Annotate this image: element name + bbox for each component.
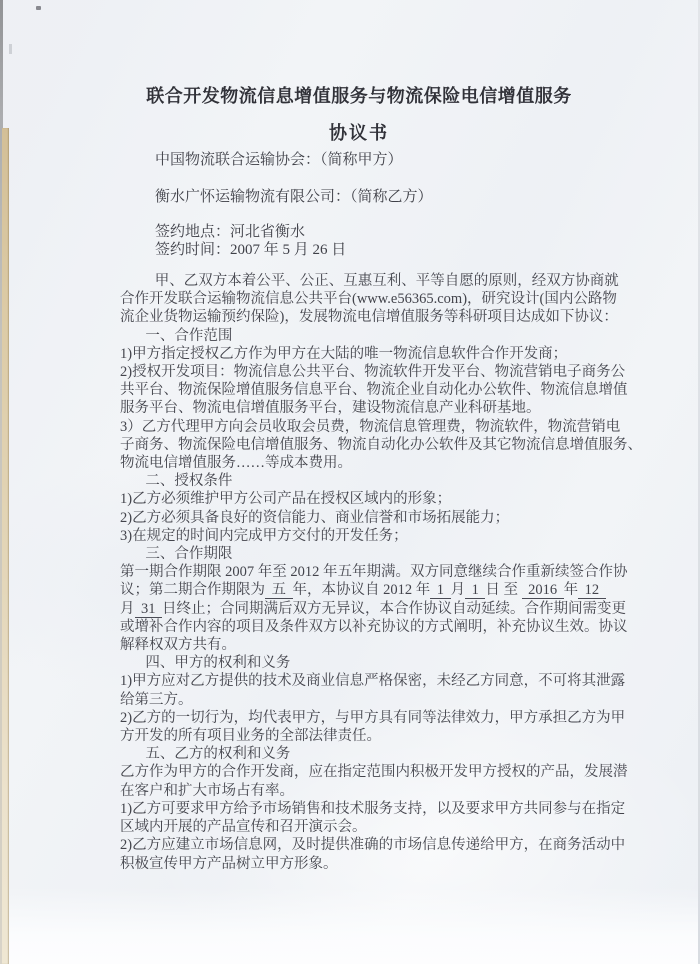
signing-date-line: 签约时间：2007 年 5 月 26 日 <box>155 242 347 258</box>
document-line <box>120 727 652 745</box>
document-line <box>120 618 652 636</box>
document-line <box>120 763 652 781</box>
text-segment: 1)甲方指定授权乙方作为甲方在大陆的唯一物流信息软件合作开发商； <box>120 345 568 362</box>
text-segment: 三、合作期限 <box>145 546 233 563</box>
document-line <box>120 490 652 508</box>
text-segment: 乙方作为甲方的合作开发商，应在指定范围内积极开发甲方授权的产品，发展潜 <box>120 764 628 781</box>
document-line <box>120 308 652 326</box>
text-segment: 甲、乙双方本着公平、公正、互惠互利、平等自愿的原则，经双方协商就 <box>154 273 619 289</box>
document-line <box>120 381 652 399</box>
document-line <box>120 545 652 563</box>
document-line <box>120 563 652 581</box>
party-b-line: 衡水广怀运输物流有限公司：（简称乙方） <box>155 189 433 205</box>
text-segment: 在客户和扩大市场占有率。 <box>120 782 294 799</box>
text-segment: 五、乙方的权利和义务 <box>145 746 291 763</box>
document-line <box>120 636 652 654</box>
text-segment: 二、授权条件 <box>145 473 233 490</box>
text-segment: 日 至 <box>485 582 522 599</box>
document-line <box>120 472 652 490</box>
underlined-value: 1 <box>465 582 485 599</box>
scan-artifact-speck <box>36 6 41 10</box>
document-line <box>120 654 652 672</box>
text-segment: 或增补合作内容的项目及条件双方以补充协议的方式阐明，补充协议生效。协议 <box>120 618 628 635</box>
document-line <box>120 436 652 454</box>
scan-paper-edge-strip <box>2 128 9 964</box>
text-segment: 共平台、物流保险增值服务信息平台、物流企业自动化办公软件、物流信息增值 <box>120 382 628 399</box>
document-line <box>120 600 652 618</box>
document-line <box>120 818 652 836</box>
document-line <box>120 327 652 345</box>
document-subtitle: 协议书 <box>329 123 389 143</box>
text-segment: 月 <box>120 600 135 617</box>
underlined-value: 1 <box>430 582 450 599</box>
text-segment: 2)乙方应建立市场信息网，及时提供准确的市场信息传递给甲方，在商务活动中 <box>120 837 626 854</box>
text-segment: 年，本协议自 2012 年 <box>292 582 431 599</box>
document-line <box>120 290 652 308</box>
document-line <box>120 581 652 599</box>
text-segment: 3)在规定的时间内完成甲方交付的开发任务； <box>120 527 408 544</box>
text-segment: 1)乙方可要求甲方给予市场销售和技术服务支持，以及要求甲方共同参与在指定 <box>120 800 626 817</box>
text-segment: 方开发的所有项目业务的全部法律责任。 <box>120 728 381 745</box>
text-segment: 第一期合作期限 2007 年至 2012 年五年期满。双方同意继续合作重新续签合作协 <box>120 564 628 581</box>
text-segment: 2)乙方的一切行为，均代表甲方，与甲方具有同等法律效力，甲方承担乙方为甲 <box>120 709 626 726</box>
text-segment: 2)乙方必须具备良好的资信能力、商业信誉和市场拓展能力； <box>120 509 510 526</box>
document-line <box>120 527 652 545</box>
text-segment: 物流电信增值服务……等成本费用。 <box>120 455 352 472</box>
text-segment: 服务平台、物流电信增值服务平台，建设物流信息产业科研基地。 <box>120 400 541 417</box>
text-segment: 议；第二期合作期限为 <box>120 582 265 599</box>
signing-place-line: 签约地点：河北省衡水 <box>155 224 306 240</box>
document-line <box>120 672 652 690</box>
document-title: 联合开发物流信息增值服务与物流保险电信增值服务 <box>146 86 572 106</box>
document-title-block <box>99 0 619 145</box>
document-line <box>120 745 652 763</box>
text-segment: 解释权双方共有。 <box>120 637 236 654</box>
text-segment: 合作开发联合运输物流信息公共平台(www.e56365.com)，研究设计(国内公路物 <box>120 291 617 308</box>
text-segment: 1)乙方必须维护甲方公司产品在授权区域内的形象； <box>120 491 452 508</box>
text-segment: 给第三方。 <box>120 691 193 708</box>
text-segment: 四、甲方的权利和义务 <box>145 655 291 672</box>
text-segment: 子商务、物流保险电信增值服务、物流自动化办公软件及其它物流信息增值服务、 <box>120 436 642 453</box>
document-line <box>120 345 652 363</box>
underlined-value: 12 <box>578 582 606 599</box>
document-line <box>120 454 652 472</box>
party-a-line: 中国物流联合运输协会：（简称甲方） <box>155 152 403 168</box>
text-segment: 一、合作范围 <box>145 327 233 344</box>
text-segment: 1)甲方应对乙方提供的技术及商业信息严格保密，未经乙方同意，不可将其泄露 <box>120 673 626 690</box>
text-segment: 2)授权开发项目：物流信息公共平台、物流软件开发平台、物流营销电子商务公 <box>120 364 626 381</box>
text-segment: 年 <box>563 582 579 599</box>
document-line <box>120 509 652 527</box>
document-line <box>120 691 652 709</box>
text-segment: 3）乙方代理甲方向会员收取会员费，物流信息管理费，物流软件，物流营销电 <box>120 418 621 435</box>
document-line <box>120 363 652 381</box>
underlined-value: 2016 <box>522 582 564 599</box>
document-line <box>120 836 652 854</box>
underlined-value: 31 <box>135 601 163 618</box>
text-segment: 日终止；合同期满后双方无异议，本合作协议自动延续。合作期间需变更 <box>162 600 627 617</box>
document-line <box>120 855 652 873</box>
text-segment: 区域内开展的产品宣传和召开演示会。 <box>120 819 367 836</box>
document-line <box>120 399 652 417</box>
text-segment: 积极宣传甲方产品树立甲方形象。 <box>120 855 338 872</box>
document-meta-block <box>155 150 700 259</box>
document-line <box>120 418 652 436</box>
document-body <box>120 272 652 873</box>
text-segment: 流企业货物运输预约保险)，发展物流电信增值服务等科研项目达成如下协议： <box>120 309 618 326</box>
document-line <box>120 800 652 818</box>
document-line <box>120 272 652 290</box>
underlined-value: 五 <box>265 582 293 599</box>
document-line <box>120 782 652 800</box>
scan-artifact-smudge <box>9 44 12 54</box>
text-segment: 月 <box>450 582 466 599</box>
document-line <box>120 709 652 727</box>
